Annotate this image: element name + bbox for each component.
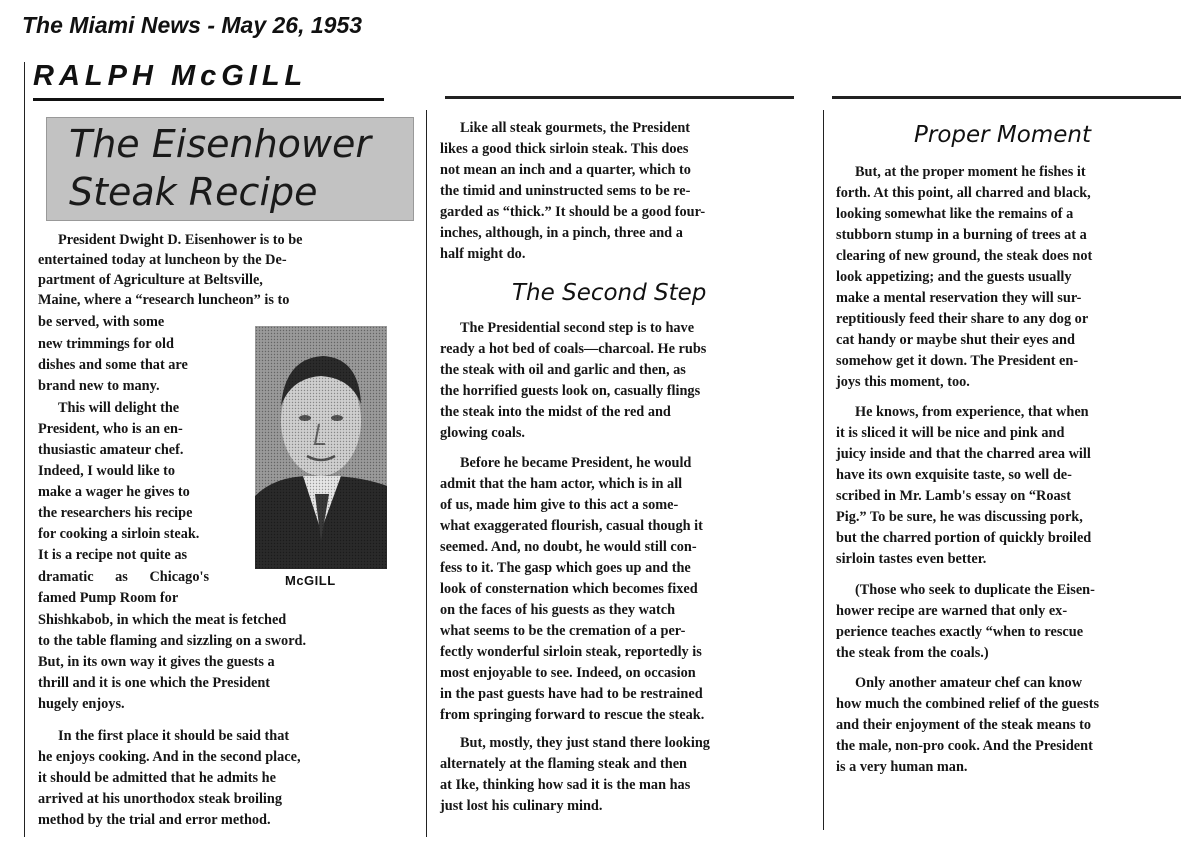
col2-line: the timid and uninstructed sems to be re- [440,183,691,199]
column-rule-2 [823,110,824,830]
col1-line: he enjoys cooking. And in the second place, [38,749,301,765]
col1-line: This will delight the [58,400,180,416]
col1-line: thusiastic amateur chef. [38,442,184,458]
col2-line: ready a hot bed of coals—charcoal. He rubs [440,341,707,357]
col1-line: thrill and it is one which the President [38,675,271,691]
col1-line: Maine, where a “research luncheon” is to [38,292,290,308]
col1-line: dishes and some that are [38,357,188,373]
col3-line: forth. At this point, all charred and black, [836,185,1091,201]
col3-line: reptitiously feed their share to any dog or [836,311,1089,327]
col2-line: But, mostly, they just stand there looking [460,735,710,751]
col1-line: method by the trial and error method. [38,812,271,828]
col2-line: the steak into the midst of the red and [440,404,671,420]
col3-line: hower recipe are warned that only ex- [836,603,1068,619]
col3-line: how much the combined relief of the guests [836,696,1100,712]
col2-line: just lost his culinary mind. [440,798,603,814]
left-border-rule [24,62,25,837]
author-photo [255,326,387,569]
col2-line: Like all steak gourmets, the President [460,120,691,136]
col1-line: But, in its own way it gives the guests a [38,654,275,670]
col1-line: partment of Agriculture at Beltsville, [38,272,263,288]
col3-line: Only another amateur chef can know [855,675,1083,691]
col3-line: clearing of new ground, the steak does not [836,248,1093,264]
col3-line: the male, non-pro cook. And the President [836,738,1093,754]
col2-line: seemed. And, no doubt, he would still con- [440,539,697,555]
col3-line: (Those who seek to duplicate the Eisen- [855,582,1095,598]
col3-line: and their enjoyment of the steak means to [836,717,1092,733]
col1-line: Shishkabob, in which the meat is fetched [38,612,287,628]
col1-line: famed Pump Room for [38,590,179,606]
col1-line: it should be admitted that he admits he [38,770,276,786]
col2-line: from springing forward to rescue the steak. [440,707,705,723]
col2-line: not mean an inch and a quarter, which to [440,162,691,178]
col1-line: In the first place it should be said that [58,728,290,744]
col2-line: the horrified guests look on, casually flings [440,383,701,399]
col1-line: brand new to many. [38,378,160,394]
col2-line: The Presidential second step is to have [460,320,695,336]
col1-line: arrived at his unorthodox steak broiling [38,791,283,807]
col2-line: on the faces of his guests as they watch [440,602,676,618]
col3-line: sirloin tastes even better. [836,551,987,567]
column-rule-1 [426,110,427,837]
col3-line: but the charred portion of quickly broiled [836,530,1092,546]
col1-line: dramatic as Chicago's [38,569,210,585]
col3-line: looking somewhat like the remains of a [836,206,1074,222]
col1-line: It is a recipe not quite as [38,547,188,563]
col2-line: fess to it. The gasp which goes up and the [440,560,691,576]
headline-line-2: Steak Recipe [69,170,318,214]
col3-line: perience teaches exactly “when to rescue [836,624,1084,640]
col3-line: He knows, from experience, that when [855,404,1089,420]
col1-line: President Dwight D. Eisenhower is to be [58,232,303,248]
col3-line: But, at the proper moment he fishes it [855,164,1086,180]
col1-line: be served, with some [38,314,165,330]
col3-line: the steak from the coals.) [836,645,989,661]
photo-caption: McGILL [285,573,336,588]
col1-line: President, who is an en- [38,421,183,437]
col2-line: likes a good thick sirloin steak. This does [440,141,689,157]
col2-line: inches, although, in a pinch, three and a [440,225,683,241]
col3-line: it is sliced it will be nice and pink and [836,425,1065,441]
subhead-the-second-step: The Second Step [512,280,707,306]
headline-box [46,117,414,221]
col2-line: of us, made him give to this act a some- [440,497,679,513]
col1-line: make a wager he gives to [38,484,190,500]
col2-line: look of consternation which becomes fixed [440,581,698,597]
col3-line: juicy inside and that the charred area will [836,446,1091,462]
col2-line: the steak with oil and garlic and then, as [440,362,686,378]
col2-line: most enjoyable to see. Indeed, on occasion [440,665,696,681]
col1-line: hugely enjoys. [38,696,125,712]
column-3-top-rule [832,96,1181,99]
col2-line: half might do. [440,246,526,262]
col2-line: what seems to be the cremation of a per- [440,623,686,639]
subhead-proper-moment: Proper Moment [914,122,1091,148]
headline-line-1: The Eisenhower [69,122,371,166]
col2-line: garded as “thick.” It should be a good four- [440,204,706,220]
col1-line: Indeed, I would like to [38,463,176,479]
col3-line: scribed in Mr. Lamb's essay on “Roast [836,488,1071,504]
column-2-top-rule [445,96,794,99]
byline: RALPH McGILL [33,60,308,92]
col1-line: entertained today at luncheon by the De- [38,252,287,268]
col3-line: Pig.” To be sure, he was discussing pork, [836,509,1083,525]
col2-line: alternately at the flaming steak and then [440,756,688,772]
col3-line: cat handy or maybe shut their eyes and [836,332,1075,348]
col2-line: glowing coals. [440,425,525,441]
col3-line: somehow get it down. The President en- [836,353,1079,369]
col3-line: joys this moment, too. [836,374,970,390]
byline-rule [33,98,384,101]
col3-line: have its own exquisite taste, so well de- [836,467,1072,483]
col2-line: what exaggerated flourish, casual though it [440,518,703,534]
col1-line: the researchers his recipe [38,505,193,521]
col2-line: at Ike, thinking how sad it is the man has [440,777,691,793]
col2-line: Before he became President, he would [460,455,692,471]
col2-line: admit that the ham actor, which is in all [440,476,683,492]
col3-line: look appetizing; and the guests usually [836,269,1072,285]
col1-line: to the table flaming and sizzling on a sword. [38,633,307,649]
col1-line: new trimmings for old [38,336,174,352]
col2-line: fectly wonderful sirloin steak, reportedly is [440,644,702,660]
col3-line: make a mental reservation they will sur- [836,290,1082,306]
col2-line: in the past guests have had to be restrained [440,686,703,702]
publication-title: The Miami News - May 26, 1953 [22,12,363,38]
col3-line: stubborn stump in a burning of trees at a [836,227,1087,243]
col3-line: is a very human man. [836,759,968,775]
col1-line: for cooking a sirloin steak. [38,526,200,542]
